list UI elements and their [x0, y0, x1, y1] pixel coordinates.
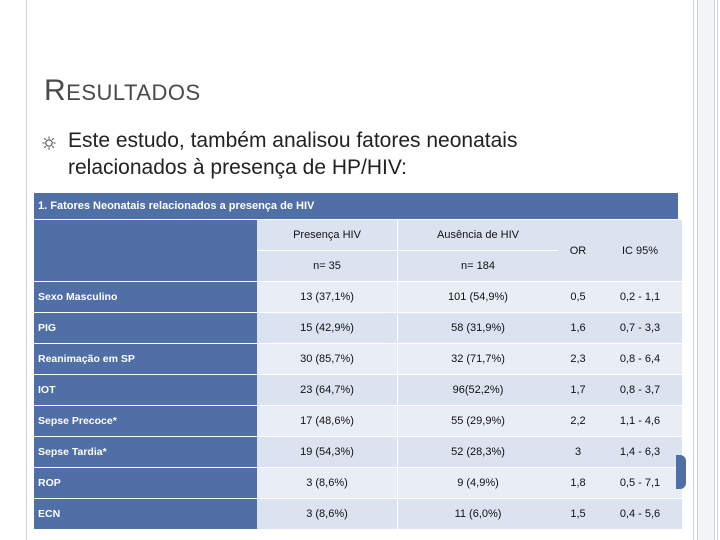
- sun-bullet-icon: [42, 136, 56, 150]
- cell-presenca: 15 (42,9%): [257, 313, 397, 344]
- cell-ic: 0,2 - 1,1: [598, 282, 682, 313]
- row-label: ROP: [34, 468, 257, 499]
- cell-or: 1,7: [558, 375, 598, 406]
- table-row: [34, 375, 682, 406]
- slide-frame-left-line: [26, 0, 27, 540]
- header-blank-cell: [34, 220, 257, 282]
- slide-frame-right-line: [693, 0, 694, 540]
- cell-ic: 0,8 - 6,4: [598, 344, 682, 375]
- cell-or: 3: [558, 437, 598, 468]
- cell-ausencia: 58 (31,9%): [398, 313, 558, 344]
- cell-presenca: 19 (54,3%): [257, 437, 397, 468]
- side-tab-marker: [676, 455, 686, 489]
- cell-ic: 0,8 - 3,7: [598, 375, 682, 406]
- cell-ausencia: 96(52,2%): [398, 375, 558, 406]
- table-row: [34, 468, 682, 499]
- table-row: [34, 499, 682, 530]
- cell-presenca: 3 (8,6%): [257, 468, 397, 499]
- row-label: PIG: [34, 313, 257, 344]
- header-ic: IC 95%: [598, 220, 682, 282]
- slide-title-initial: R: [44, 74, 67, 107]
- cell-ic: 0,7 - 3,3: [598, 313, 682, 344]
- table-row: [34, 437, 682, 468]
- table-row: [34, 344, 682, 375]
- results-table: [34, 220, 682, 530]
- slide-title-rest: ESULTADOS: [66, 80, 201, 105]
- row-label: Sepse Precoce*: [34, 406, 257, 437]
- cell-ic: 0,5 - 7,1: [598, 468, 682, 499]
- table-row: [34, 313, 682, 344]
- header-or: OR: [558, 220, 598, 282]
- header-n-presenca: n= 35: [257, 251, 397, 282]
- row-label: Reanimação em SP: [34, 344, 257, 375]
- bullet-text: Este estudo, também analisou fatores neonatais relacionados à presença de HP/HIV:: [68, 129, 518, 179]
- cell-or: 0,5: [558, 282, 598, 313]
- header-presenca: Presença HIV: [257, 220, 397, 251]
- slide-title: [44, 74, 201, 108]
- header-ausencia: Ausência de HIV: [398, 220, 558, 251]
- cell-presenca: 23 (64,7%): [257, 375, 397, 406]
- table-row: [34, 282, 682, 313]
- row-label: Sexo Masculino: [34, 282, 257, 313]
- cell-presenca: 3 (8,6%): [257, 499, 397, 530]
- table-row: [34, 406, 682, 437]
- cell-or: 2,2: [558, 406, 598, 437]
- cell-ausencia: 101 (54,9%): [398, 282, 558, 313]
- cell-or: 1,6: [558, 313, 598, 344]
- cell-ic: 1,4 - 6,3: [598, 437, 682, 468]
- cell-presenca: 30 (85,7%): [257, 344, 397, 375]
- cell-ausencia: 52 (28,3%): [398, 437, 558, 468]
- cell-presenca: 17 (48,6%): [257, 406, 397, 437]
- cell-ic: 0,4 - 5,6: [598, 499, 682, 530]
- row-label: Sepse Tardia*: [34, 437, 257, 468]
- cell-or: 2,3: [558, 344, 598, 375]
- header-n-ausencia: n= 184: [398, 251, 558, 282]
- row-label: IOT: [34, 375, 257, 406]
- cell-ausencia: 55 (29,9%): [398, 406, 558, 437]
- cell-ausencia: 11 (6,0%): [398, 499, 558, 530]
- cell-or: 1,8: [558, 468, 598, 499]
- cell-ausencia: 32 (71,7%): [398, 344, 558, 375]
- slide-frame-right-edge: [717, 0, 718, 540]
- cell-ausencia: 9 (4,9%): [398, 468, 558, 499]
- cell-or: 1,5: [558, 499, 598, 530]
- cell-ic: 1,1 - 4,6: [598, 406, 682, 437]
- table-title: 1. Fatores Neonatais relacionados a presença de HIV: [34, 193, 678, 219]
- cell-presenca: 13 (37,1%): [257, 282, 397, 313]
- row-label: ECN: [34, 499, 257, 530]
- slide-frame-right-band: [697, 0, 715, 540]
- table-header-row: [34, 220, 682, 251]
